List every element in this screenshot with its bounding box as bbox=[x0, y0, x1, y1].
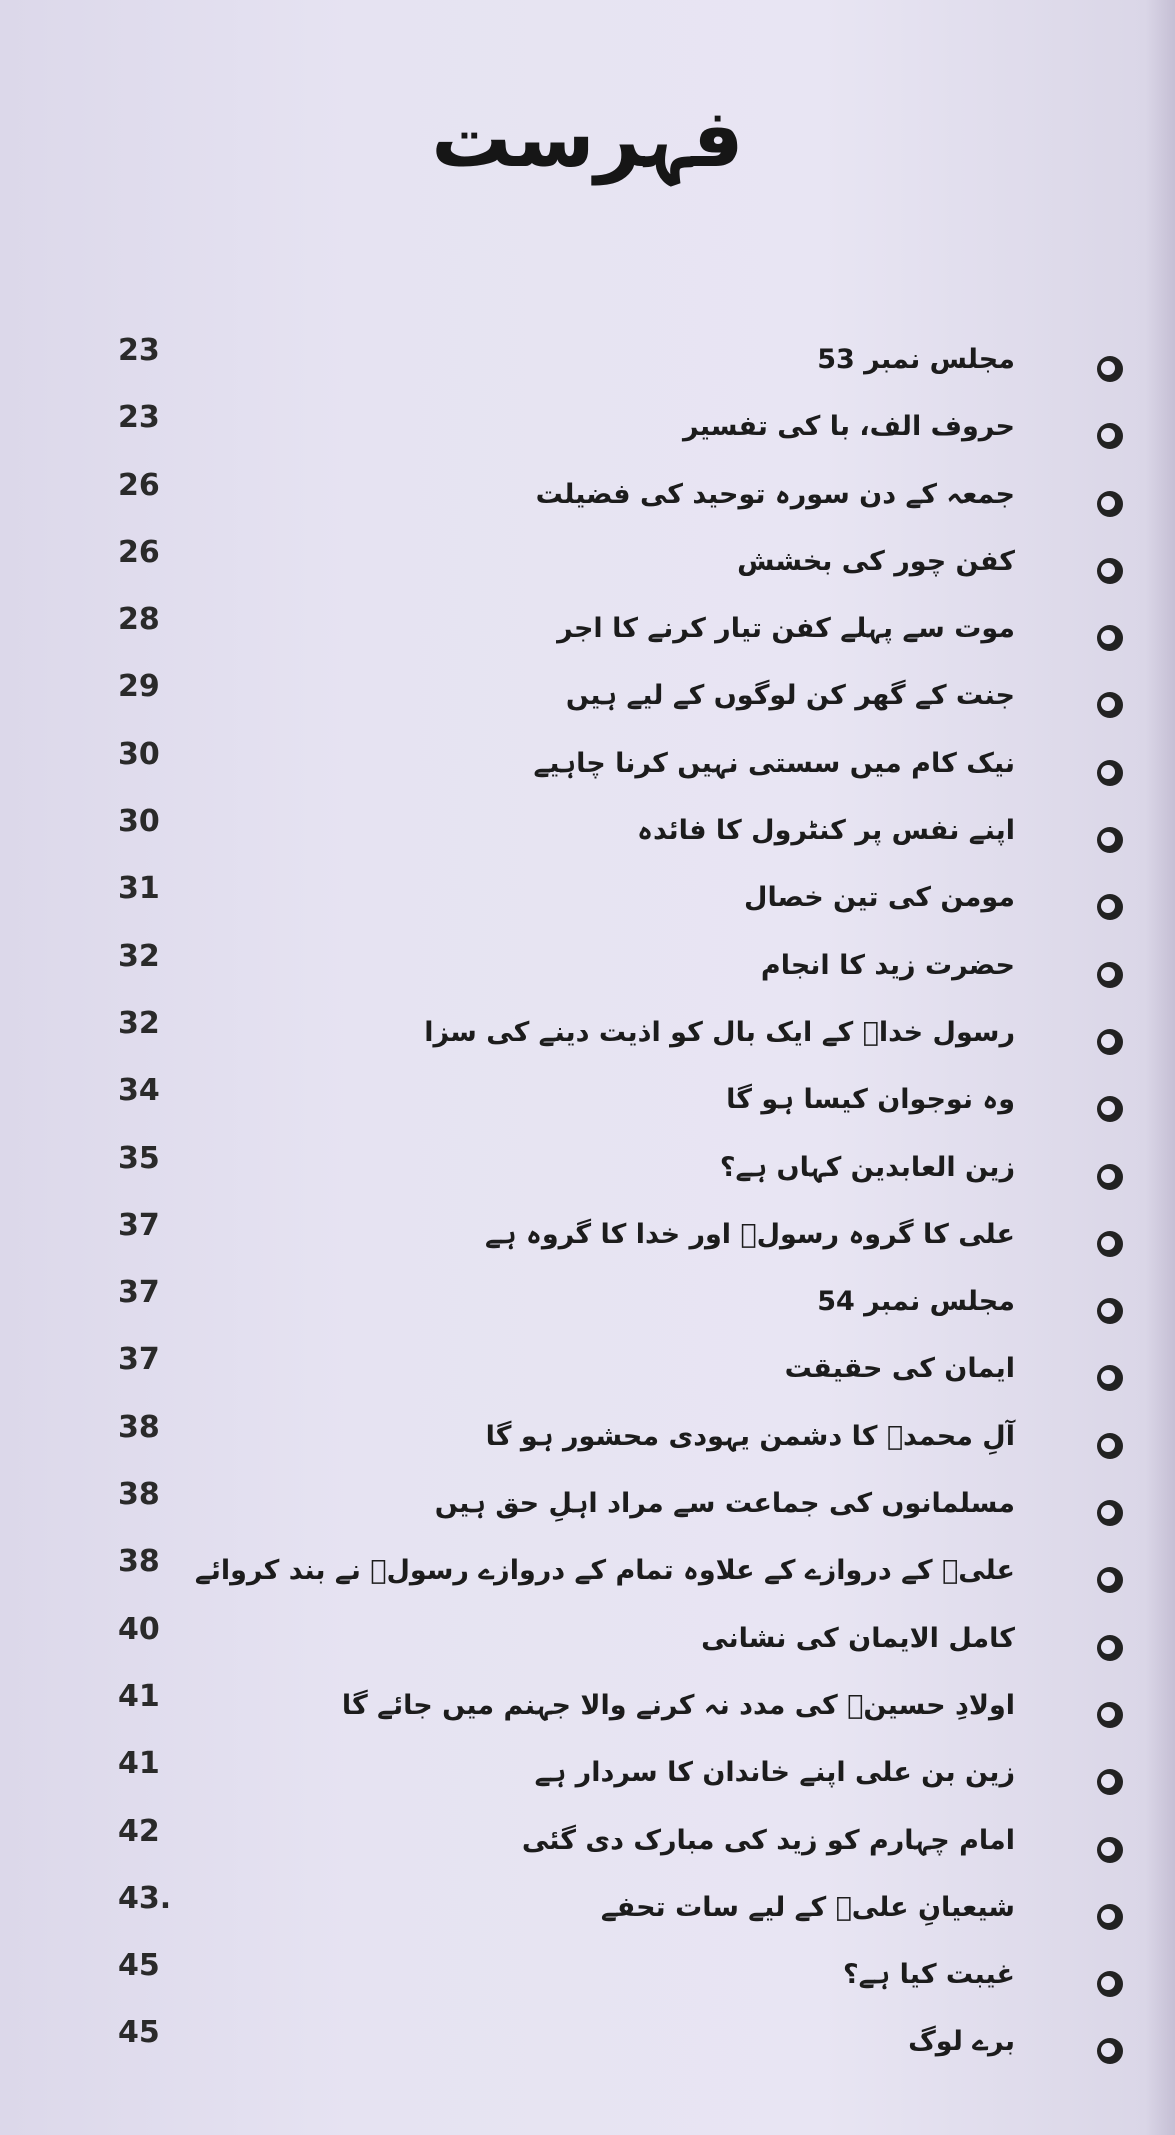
toc-entry bbox=[0, 585, 1175, 652]
toc-entry bbox=[0, 787, 1175, 854]
toc-entry-title: مجلس نمبر 53 bbox=[817, 344, 1015, 375]
crescent-bullet-icon bbox=[1097, 491, 1123, 517]
toc-entry bbox=[0, 1729, 1175, 1796]
toc-entry-title: علی کا گروہ رسولؐ اور خدا کا گروہ ہے bbox=[484, 1218, 1015, 1250]
crescent-bullet-icon bbox=[1097, 1769, 1123, 1795]
toc-entry-title: علیؑ کے دروازے کے علاوہ تمام کے دروازے رسولؐ نے بند کروائے bbox=[194, 1555, 1015, 1587]
crescent-bullet-icon bbox=[1097, 1231, 1123, 1257]
crescent-bullet-icon bbox=[1097, 827, 1123, 853]
crescent-bullet-icon bbox=[1097, 962, 1123, 988]
toc-page-number: 32 bbox=[118, 938, 160, 974]
toc-entry-title: مسلمانوں کی جماعت سے مراد اہلِ حق ہیں bbox=[434, 1488, 1015, 1520]
toc-page-number: 30 bbox=[118, 736, 160, 772]
toc-entry-title: مجلس نمبر 54 bbox=[817, 1286, 1015, 1318]
toc-entry-title: حروف الف، با کی تفسیر bbox=[683, 411, 1015, 443]
toc-entry-title: جمعہ کے دن سورہ توحید کی فضیلت bbox=[535, 478, 1015, 510]
crescent-bullet-icon bbox=[1097, 1029, 1123, 1055]
toc-entry-title: غیبت کیا ہے؟ bbox=[842, 1959, 1015, 1991]
toc-entry-title: کامل الایمان کی نشانی bbox=[701, 1622, 1015, 1654]
toc-entry bbox=[0, 1191, 1175, 1258]
crescent-bullet-icon bbox=[1097, 558, 1123, 584]
toc-entry bbox=[0, 383, 1175, 450]
crescent-bullet-icon bbox=[1097, 692, 1123, 718]
toc-entry bbox=[0, 1393, 1175, 1460]
crescent-bullet-icon bbox=[1097, 625, 1123, 651]
toc-entry-title: زین بن علی اپنے خاندان کا سردار ہے bbox=[534, 1757, 1015, 1789]
toc-entry-title: موت سے پہلے کفن تیار کرنے کا اجر bbox=[557, 613, 1015, 645]
toc-page-number: 40 bbox=[118, 1611, 160, 1647]
toc-entry bbox=[0, 652, 1175, 719]
toc-entry bbox=[0, 1325, 1175, 1392]
toc-entry bbox=[0, 1595, 1175, 1662]
toc-entry bbox=[0, 1931, 1175, 1998]
toc-entry-title: نیک کام میں سستی نہیں کرنا چاہیے bbox=[533, 747, 1015, 779]
crescent-bullet-icon bbox=[1097, 894, 1123, 920]
crescent-bullet-icon bbox=[1097, 1635, 1123, 1661]
crescent-bullet-icon bbox=[1097, 1365, 1123, 1391]
toc-page-number: 38 bbox=[118, 1544, 160, 1580]
toc-entry bbox=[0, 1662, 1175, 1729]
toc-page-number: 26 bbox=[118, 534, 160, 570]
toc-entry-title: ایمان کی حقیقت bbox=[784, 1353, 1015, 1385]
toc-entry bbox=[0, 1864, 1175, 1931]
toc-entry-title: زین العابدین کہاں ہے؟ bbox=[719, 1151, 1015, 1183]
crescent-bullet-icon bbox=[1097, 1433, 1123, 1459]
toc-page-number: 23 bbox=[118, 333, 160, 368]
toc-entry-title: اپنے نفس پر کنٹرول کا فائدہ bbox=[637, 815, 1015, 847]
page-title: فہرست bbox=[431, 91, 744, 185]
toc-entry bbox=[0, 1056, 1175, 1123]
toc-page-number: 38 bbox=[118, 1477, 160, 1513]
toc-entry bbox=[0, 1998, 1175, 2065]
toc-page-number: 34 bbox=[118, 1073, 160, 1109]
toc-entry bbox=[0, 854, 1175, 921]
toc-page-number: 31 bbox=[118, 871, 160, 907]
toc-entry bbox=[0, 518, 1175, 585]
crescent-bullet-icon bbox=[1097, 1298, 1123, 1324]
toc-entry-title: رسول خداؐ کے ایک بال کو اذیت دینے کی سزا bbox=[424, 1016, 1015, 1048]
crescent-bullet-icon bbox=[1097, 1702, 1123, 1728]
crescent-bullet-icon bbox=[1097, 1904, 1123, 1930]
toc-entry bbox=[0, 989, 1175, 1056]
toc-page-number: 41 bbox=[118, 1746, 160, 1782]
toc-page-number: 45 bbox=[118, 1948, 160, 1984]
toc-entry bbox=[0, 1797, 1175, 1864]
toc-entry bbox=[0, 922, 1175, 989]
crescent-bullet-icon bbox=[1097, 1500, 1123, 1526]
toc-page-number: 23 bbox=[118, 400, 160, 436]
toc-page-number: 26 bbox=[118, 467, 160, 503]
crescent-bullet-icon bbox=[1097, 1567, 1123, 1593]
toc-entry-title: شیعیانِ علیؑ کے لیے سات تحفے bbox=[600, 1891, 1015, 1923]
toc-entry bbox=[0, 720, 1175, 787]
crescent-bullet-icon bbox=[1097, 760, 1123, 786]
toc-entry-title: کفن چور کی بخشش bbox=[737, 545, 1015, 577]
crescent-bullet-icon bbox=[1097, 1096, 1123, 1122]
toc-entry bbox=[0, 1527, 1175, 1594]
crescent-bullet-icon bbox=[1097, 1164, 1123, 1190]
toc-entry bbox=[0, 451, 1175, 518]
toc-page-number: 35 bbox=[118, 1140, 160, 1176]
toc-entry-title: اولادِ حسینؑ کی مدد نہ کرنے والا جہنم میں جائے گا bbox=[341, 1689, 1015, 1721]
toc-entry bbox=[0, 1460, 1175, 1527]
toc-page-number: 32 bbox=[118, 1005, 160, 1041]
toc-entry bbox=[0, 1258, 1175, 1325]
toc-page-number: 28 bbox=[118, 602, 160, 638]
crescent-bullet-icon bbox=[1097, 356, 1123, 382]
table-of-contents bbox=[0, 316, 1175, 2066]
toc-page-number: 37 bbox=[118, 1342, 160, 1378]
toc-page-number: 41 bbox=[118, 1678, 160, 1714]
toc-page-number: 37 bbox=[118, 1275, 160, 1311]
crescent-bullet-icon bbox=[1097, 1971, 1123, 1997]
toc-entry-title: امام چہارم کو زید کی مبارک دی گئی bbox=[521, 1824, 1015, 1856]
toc-entry-title: آلِ محمدؐ کا دشمن یہودی محشور ہو گا bbox=[485, 1420, 1015, 1452]
toc-entry bbox=[0, 1124, 1175, 1191]
crescent-bullet-icon bbox=[1097, 1837, 1123, 1863]
toc-page-number: 29 bbox=[118, 669, 160, 705]
toc-page-number: 30 bbox=[118, 804, 160, 840]
crescent-bullet-icon bbox=[1097, 423, 1123, 449]
toc-entry bbox=[0, 316, 1175, 383]
toc-page-number: 37 bbox=[118, 1207, 160, 1243]
crescent-bullet-icon bbox=[1097, 2038, 1123, 2064]
toc-page-number: 38 bbox=[118, 1409, 160, 1445]
toc-entry-title: جنت کے گھر کن لوگوں کے لیے ہیں bbox=[565, 680, 1015, 712]
toc-page-number: 45 bbox=[118, 2015, 160, 2051]
toc-entry-title: حضرت زید کا انجام bbox=[760, 949, 1015, 981]
toc-entry-title: وہ نوجوان کیسا ہو گا bbox=[726, 1084, 1015, 1116]
toc-entry-title: برے لوگ bbox=[908, 2026, 1015, 2058]
toc-entry-title: مومن کی تین خصال bbox=[744, 882, 1015, 914]
toc-page-number: 42 bbox=[118, 1813, 160, 1849]
toc-page-number: 43. bbox=[118, 1880, 172, 1916]
